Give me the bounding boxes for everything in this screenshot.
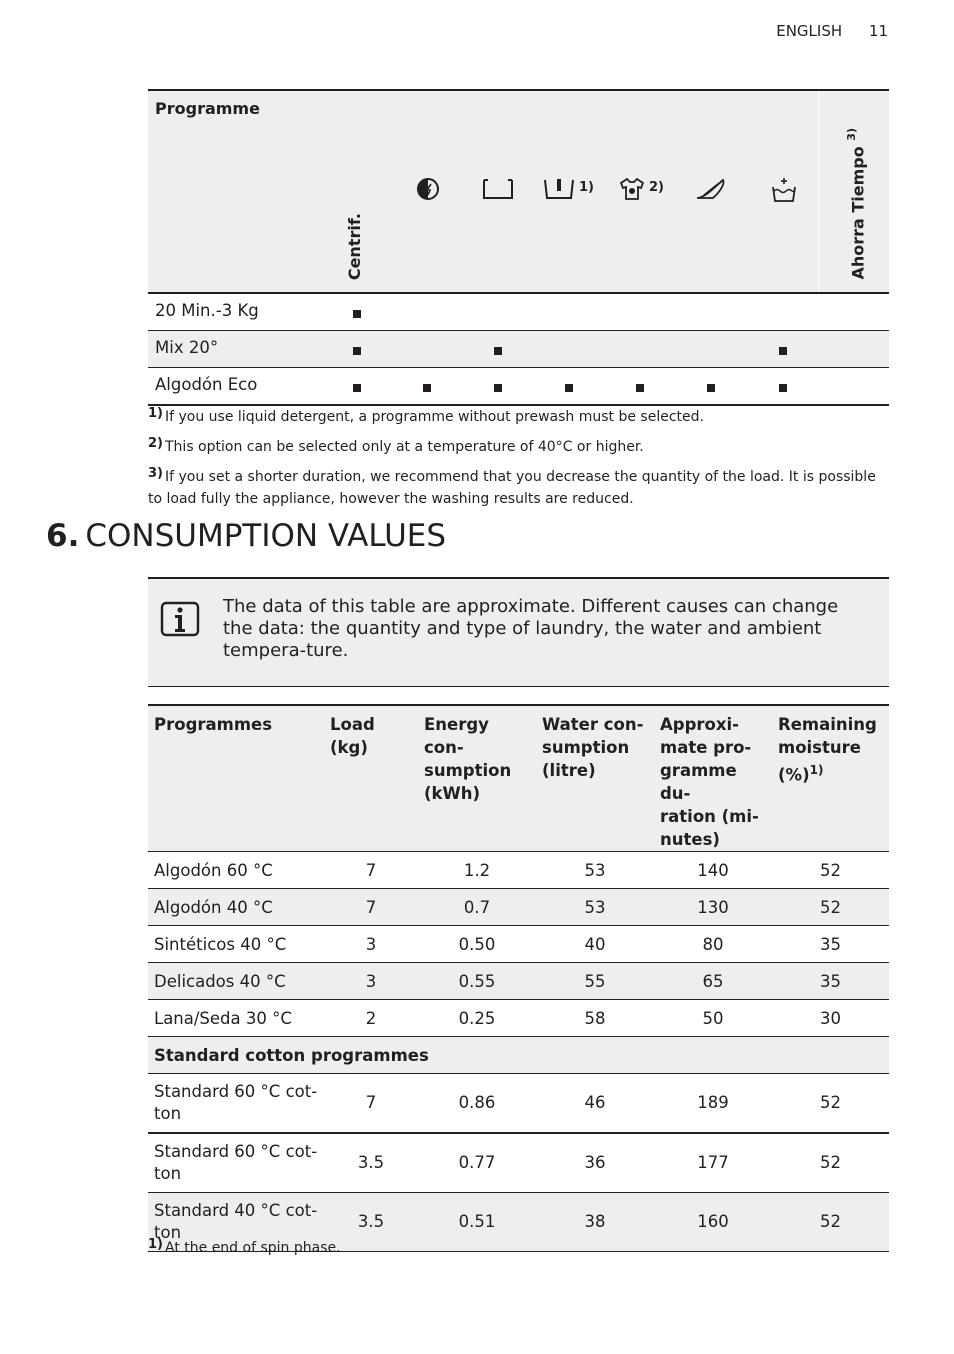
energy-header: Energy con- sumption (kWh) — [424, 715, 512, 803]
table-row: Lana/Seda 30 °C 2 0.25 58 50 30 — [148, 1000, 889, 1037]
ahorra-tiempo-column — [818, 91, 889, 292]
option-mark — [565, 384, 573, 392]
info-text: The data of this table are approximate. Different causes can change the data: the quantity and type of laundry, the water and ambient tempera-ture. — [223, 596, 839, 661]
section-title-text: CONSUMPTION VALUES — [85, 518, 447, 554]
table-row: Standard 40 °C cot- ton 3.5 0.51 38 160 52 — [148, 1193, 889, 1252]
options-table — [148, 89, 889, 406]
option-mark — [636, 384, 644, 392]
table-row: Delicados 40 °C 3 0.55 55 65 35 — [148, 963, 889, 1000]
prewash-footnote-ref: 1) — [579, 180, 594, 195]
option-mark — [707, 384, 715, 392]
ahorra-footnote-ref: 3) — [845, 128, 858, 142]
option-mark — [494, 347, 502, 355]
programme-column-header: Programme — [155, 99, 260, 118]
prewash-tub-icon — [482, 177, 514, 203]
shirt-icon — [619, 177, 664, 203]
page-header — [776, 22, 888, 40]
options-row-algodon-eco — [148, 368, 889, 406]
easy-iron-icon — [695, 177, 727, 203]
option-mark — [494, 384, 502, 392]
extra-rinse-icon — [771, 177, 797, 203]
option-mark — [779, 384, 787, 392]
stain-icon — [543, 177, 594, 203]
option-mark — [353, 384, 361, 392]
table-row: Algodón 60 °C 7 1.2 53 140 52 — [148, 852, 889, 889]
info-icon — [160, 601, 200, 641]
section-title — [46, 518, 446, 554]
moisture-footnote-ref: 1) — [809, 763, 824, 777]
consumption-table-header — [148, 705, 889, 852]
table-row: Sintéticos 40 °C 3 0.50 40 80 35 — [148, 926, 889, 963]
stain-footnote-ref: 2) — [649, 180, 664, 195]
option-mark — [353, 310, 361, 318]
consumption-table — [148, 704, 889, 1252]
footnote: $^{2)}$ This option can be selected only at a temperature of 40°C or higher. — [148, 436, 644, 455]
programme-name: Mix 20° — [155, 338, 219, 357]
option-mark — [353, 347, 361, 355]
ahorra-tiempo-header: Ahorra Tiempo $^{3)}$ — [845, 128, 868, 280]
duration-header: Approxi- mate pro- gramme du- ration (mi- nutes) — [660, 715, 759, 849]
programme-name: Algodón Eco — [155, 375, 258, 394]
spin-reduction-icon — [416, 177, 440, 203]
options-row-mix20 — [148, 331, 889, 368]
table-row: Standard 60 °C cot- ton 7 0.86 46 189 52 — [148, 1074, 889, 1134]
load-header: Load (kg) — [330, 715, 375, 757]
language-label: ENGLISH — [776, 22, 843, 40]
water-header: Water con- sumption (litre) — [542, 715, 644, 780]
moisture-header: Remaining moisture (%)$^{1)}$ — [778, 715, 877, 785]
programmes-header: Programmes — [154, 715, 273, 734]
table-row: Algodón 40 °C 7 0.7 53 130 52 — [148, 889, 889, 926]
options-row-20min — [148, 294, 889, 331]
option-mark — [423, 384, 431, 392]
centrif-column-header: Centrif. — [345, 212, 364, 280]
options-table-header — [148, 89, 889, 294]
programme-name: 20 Min.-3 Kg — [155, 301, 259, 320]
options-footnotes — [148, 403, 889, 515]
consumption-footnote: $^{1)}$ At the end of spin phase. — [148, 1237, 341, 1256]
footnote: $^{3)}$ If you set a shorter duration, we recommend that you decrease the quantity of the load. It is possible to load fully the appliance, however the washing results are reduced. — [148, 466, 876, 507]
option-mark — [779, 347, 787, 355]
page-number: 11 — [868, 22, 888, 40]
section-number: 6. — [46, 518, 80, 554]
footnote: $^{1)}$ If you use liquid detergent, a programme without prewash must be selected. — [148, 406, 704, 425]
table-subheader: Standard cotton programmes — [148, 1037, 889, 1074]
info-box — [148, 577, 889, 687]
table-row: Standard 60 °C cot- ton 3.5 0.77 36 177 52 — [148, 1133, 889, 1193]
